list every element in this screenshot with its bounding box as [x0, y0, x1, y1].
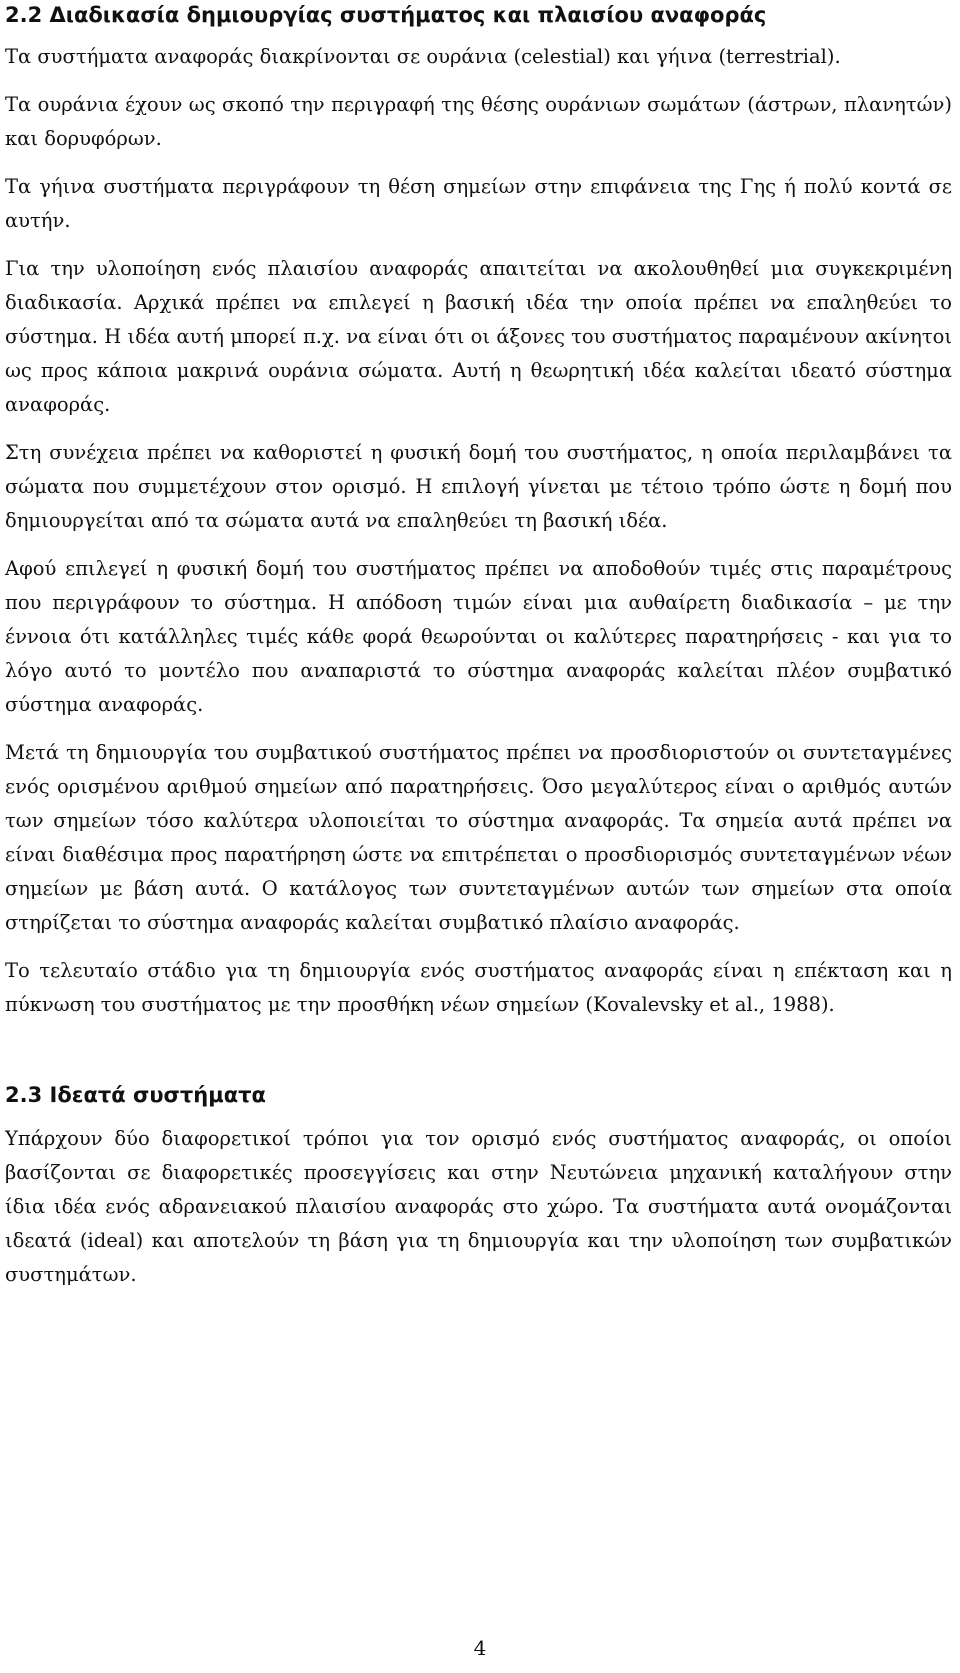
paragraph: Αφού επιλεγεί η φυσική δομή του συστήματος πρέπει να αποδοθούν τιμές στις παραμέτρους που περιγράφουν το σύστημα. Η απόδοση τιμών είναι μια αυθαίρετη διαδικασία – με την έννοια ότι κατάλληλες τιμές κάθε φορά θεωρούνται οι καλύτερες παρατηρήσεις - και για το λόγο αυτό το μοντέλο που αναπαριστά το σύστημα αναφοράς καλείται πλέον συμβατικό σύστημα αναφοράς. — [5, 557, 952, 716]
paragraph: Το τελευταίο στάδιο για τη δημιουργία ενός συστήματος αναφοράς είναι η επέκταση και η πύκνωση του συστήματος με την προσθήκη νέων σημείων (Kovalevsky et al., 1988). — [5, 959, 952, 1016]
section-heading: 2.3 Ιδεατά συστήματα — [5, 1083, 266, 1107]
paragraph: Τα ουράνια έχουν ως σκοπό την περιγραφή της θέσης ουράνιων σωμάτων (άστρων, πλανητών) και δορυφόρων. — [5, 93, 952, 150]
paragraph: Τα γήινα συστήματα περιγράφουν τη θέση σημείων στην επιφάνεια της Γης ή πολύ κοντά σε αυτήν. — [5, 175, 952, 232]
section-heading: 2.2 Διαδικασία δημιουργίας συστήματος και πλαισίου αναφοράς — [5, 3, 767, 27]
page-number: 4 — [473, 1636, 487, 1660]
paragraph: Για την υλοποίηση ενός πλαισίου αναφοράς απαιτείται να ακολουθηθεί μια συγκεκριμένη διαδικασία. Αρχικά πρέπει να επιλεγεί η βασική ιδέα την οποία πρέπει να επαληθεύει το σύστημα. Η ιδέα αυτή μπορεί π.χ. να είναι ότι οι άξονες του συστήματος παραμένουν ακίνητοι ως προς κάποια μακρινά ουράνια σώματα. Αυτή η θεωρητική ιδέα καλείται ιδεατό σύστημα αναφοράς. — [5, 257, 952, 416]
paragraph: Μετά τη δημιουργία του συμβατικού συστήματος πρέπει να προσδιοριστούν οι συντεταγμένες ενός ορισμένου αριθμού σημείων από παρατηρήσεις. Όσο μεγαλύτερος είναι ο αριθμός αυτών των σημείων τόσο καλύτερα υλοποιείται το σύστημα αναφοράς. Τα σημεία αυτά πρέπει να είναι διαθέσιμα προς παρατήρηση ώστε να επιτρέπεται ο προσδιορισμός συντεταγμένων νέων σημείων με βάση αυτά. Ο κατάλογος των συντεταγμένων αυτών των σημείων στα οποία στηρίζεται το σύστημα αναφοράς καλείται συμβατικό πλαίσιο αναφοράς. — [5, 741, 952, 934]
document-page — [5, 0, 952, 1306]
paragraph: Στη συνέχεια πρέπει να καθοριστεί η φυσική δομή του συστήματος, η οποία περιλαμβάνει τα σώματα που συμμετέχουν στον ορισμό. Η επιλογή γίνεται με τέτοιο τρόπο ώστε η δομή που δημιουργείται από τα σώματα αυτά να επαληθεύει τη βασική ιδέα. — [5, 441, 952, 532]
paragraph: Τα συστήματα αναφοράς διακρίνονται σε ουράνια (celestial) και γήινα (terrestrial). — [5, 45, 841, 68]
paragraph: Υπάρχουν δύο διαφορετικοί τρόποι για τον ορισμό ενός συστήματος αναφοράς, οι οποίοι βασίζονται σε διαφορετικές προσεγγίσεις και στην Νευτώνεια μηχανική καταλήγουν στην ίδια ιδέα ενός αδρανειακού πλαισίου αναφοράς στο χώρο. Τα συστήματα αυτά ονομάζονται ιδεατά (ideal) και αποτελούν τη βάση για τη δημιουργία και την υλοποίηση των συμβατικών συστημάτων. — [5, 1127, 952, 1286]
